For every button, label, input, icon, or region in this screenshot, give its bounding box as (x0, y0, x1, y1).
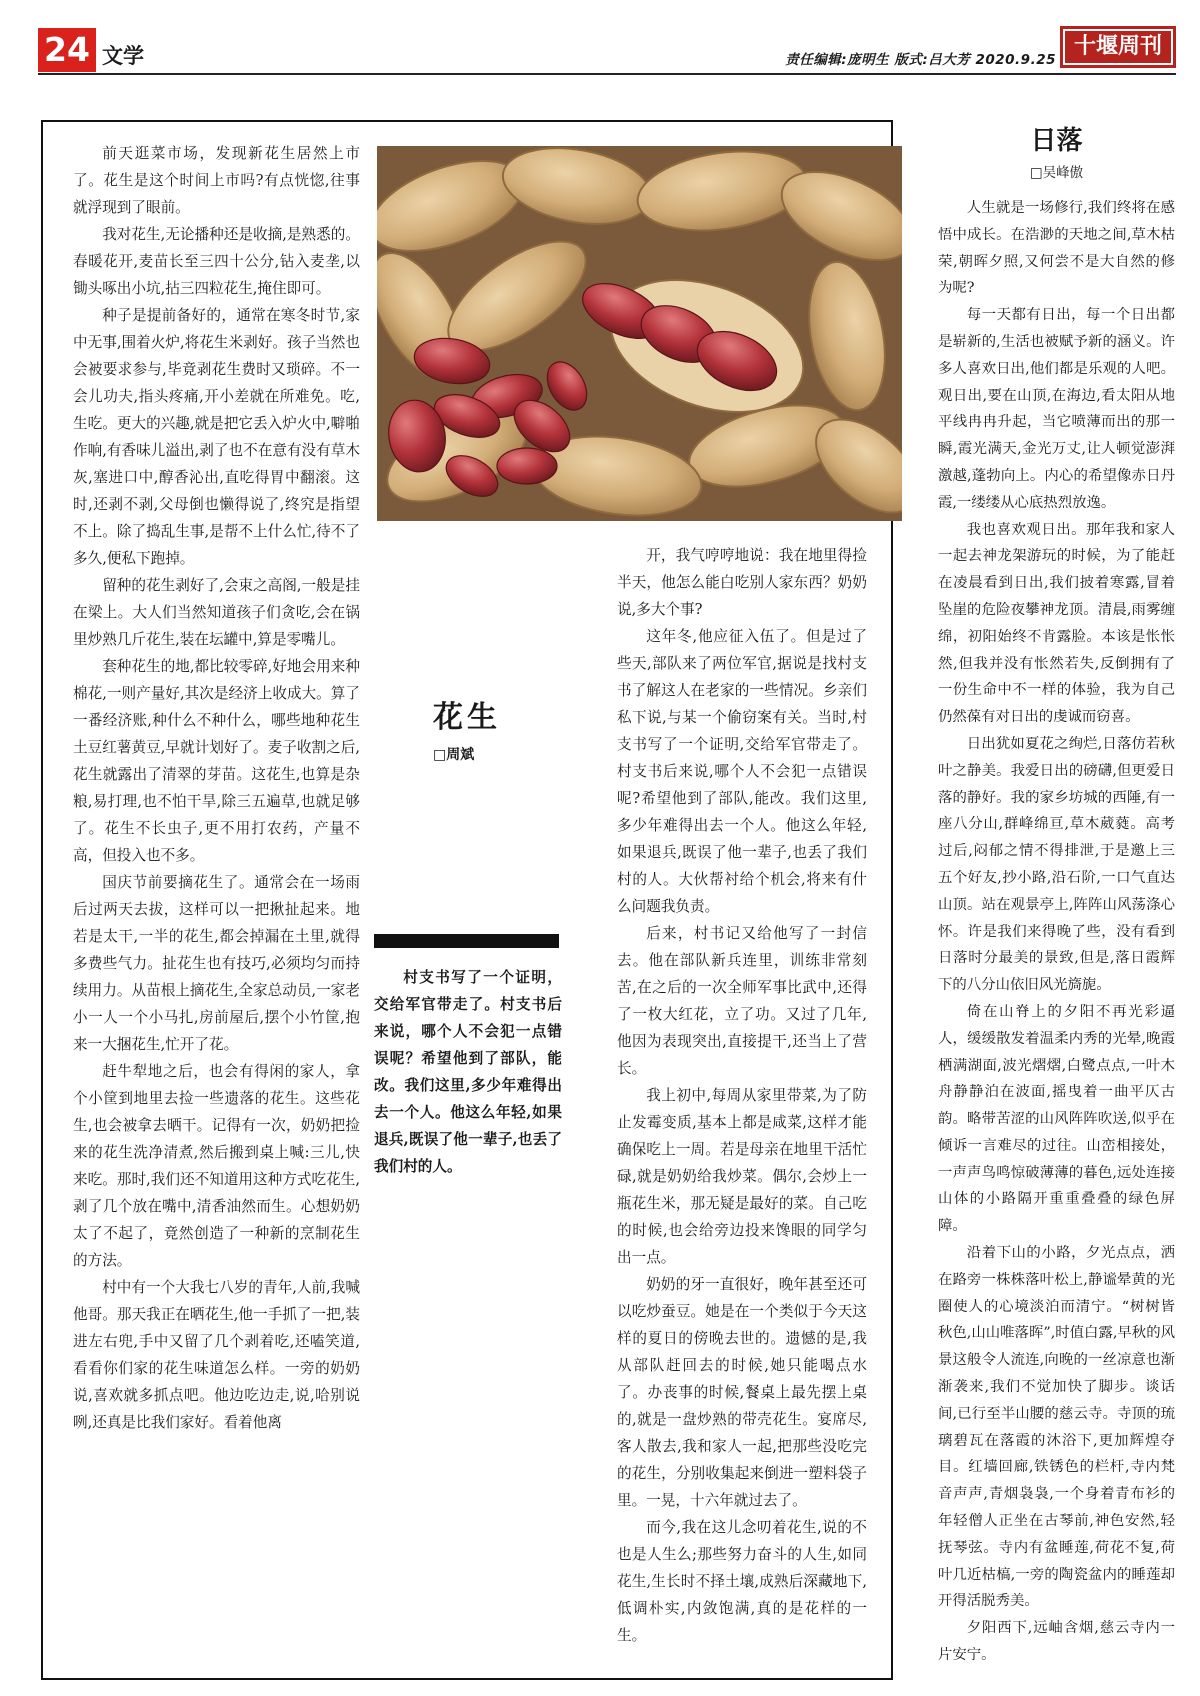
pull-quote (374, 964, 562, 1180)
feature-column-1 (73, 140, 360, 1436)
pull-quote-bar (374, 934, 559, 948)
feature-column-3 (617, 542, 867, 1649)
paragraph: 而今,我在这儿念叨着花生,说的不也是人生么;那些努力奋斗的人生,如同花生,生长时不择土壤,成熟后深藏地下,低调朴实,内敛饱满,真的是花样的一生。 (617, 1519, 867, 1644)
paragraph: 奶奶的牙一直很好，晚年甚至还可以吃炒蚕豆。她是在一个类似于今天这样的夏日的傍晚去世的。遗憾的是,我从部队赶回去的时候,她只能喝点水了。办丧事的时候,餐桌上最先摆上桌的,就是一盘炒熟的带壳花生。宴席尽,客人散去,我和家人一起,把那些没吃完的花生，分别收集起来倒进一塑料袋子里。一晃，十六年就过去了。 (617, 1276, 867, 1509)
pull-quote-text: 村支书写了一个证明，交给军官带走了。村支书后来说，哪个人不会犯一点错误呢？希望他到了部队，能改。我们这里,多少年难得出去一个人。他这么年轻,如果退兵,既误了他一辈子,也丢了我们村的人。 (374, 969, 562, 1175)
feature-byline: □周斌 (433, 747, 475, 763)
paragraph: 赶牛犁地之后，也会有得闲的家人，拿个小筐到地里去捡一些遗落的花生。这些花生,也会被拿去晒干。记得有一次，奶奶把捡来的花生洗净清煮,然后搬到桌上喊:三儿,快来吃。那时,我们还不知道用这种方式吃花生,剥了几个放在嘴中,清香油然而生。心想奶奶太了不起了，竟然创造了一种新的烹制花生的方法。 (73, 1063, 360, 1269)
paragraph: 倚在山脊上的夕阳不再光彩逼人，缓缓散发着温柔内秀的光晕,晚霞栖满湖面,波光熠熠,白鹭点点,一叶木舟静静泊在波面,摇曳着一曲平仄古韵。略带苦涩的山风阵阵吹送,似乎在倾诉一言难尽的过往。山峦相接处，一声声鸟鸣惊破薄薄的暮色,远处连接山体的小路隔开重重叠叠的绿色屏障。 (938, 1003, 1175, 1235)
masthead-logo: 十堰周刊 (1060, 26, 1176, 68)
paragraph: 日出犹如夏花之绚烂,日落仿若秋叶之静美。我爱日出的磅礴,但更爱日落的静好。我的家乡坊城的西陲,有一座八分山,群峰绵亘,草木葳蕤。高考过后,闷郁之情不得排泄,于是邀上三五个好友,抄小路,沿石阶,一口气直达山顶。站在观景亭上,阵阵山风荡涤心怀。许是我们来得晚了些，没有看到日落时分最美的景致,但是,落日霞辉下的八分山依旧风光旖旎。 (938, 735, 1175, 994)
page-number: 24 (38, 28, 96, 72)
side-article-body (938, 195, 1175, 1669)
header-rule (38, 73, 1176, 75)
peanuts-photo (377, 146, 902, 521)
section-title: 文学 (102, 44, 144, 68)
paragraph: 人生就是一场修行,我们终将在感悟中成长。在浩渺的天地之间,草木枯荣,朝晖夕照,又何尝不是大自然的修为呢? (938, 200, 1175, 297)
feature-article-box (41, 120, 893, 1680)
paragraph: 我对花生,无论播种还是收摘,是熟悉的。春暖花开,麦苗长至三四十公分,钻入麦垄,以锄头啄出小坑,拈三四粒花生,掩住即可。 (73, 226, 360, 297)
paragraph: 种子是提前备好的，通常在寒冬时节,家中无事,围着火炉,将花生米剥好。孩子当然也会被要求参与,毕竟剥花生费时又琐碎。不一会儿功夫,指头疼痛,开小差就在所难免。吃,生吃。更大的兴趣,就是把它丢入炉火中,噼啪作响,有香味儿溢出,剥了也不在意有没有草木灰,塞进口中,醇香沁出,直吃得胃中翻滚。这时,还剥不剥,父母倒也懒得说了,终究是指望不上。除了捣乱生事,是帮不上什么忙,待不了多久,便私下跑掉。 (73, 307, 360, 567)
page-header (38, 26, 1176, 72)
paragraph: 留种的花生剥好了,会束之高阁,一般是挂在梁上。大人们当然知道孩子们贪吃,会在锅里炒熟几斤花生,装在坛罐中,算是零嘴儿。 (73, 577, 360, 648)
side-article (938, 120, 1175, 1669)
paragraph: 我也喜欢观日出。那年我和家人一起去神龙架游玩的时候，为了能赶在凌晨看到日出,我们披着寒露,冒着坠崖的危险夜攀神龙顶。清晨,雨雾缠绵，初阳始终不肯露脸。本该是怅怅然,但我并没有怅然若失,反倒拥有了一份生命中不一样的体验，我为自己仍然葆有对日出的虔诚而窃喜。 (938, 521, 1175, 726)
paragraph: 套种花生的地,都比较零碎,好地会用来种棉花,一则产量好,其次是经济上收成大。算了一番经济账,种什么不种什么，哪些地种花生土豆红薯黄豆,早就计划好了。麦子收割之后,花生就露出了清翠的芽苗。这花生,也算是杂粮,易打理,也不怕干旱,除三五遍草,也就足够了。花生不长虫子,更不用打农药，产量不高，但投入也不多。 (73, 658, 360, 864)
paragraph: 这年冬,他应征入伍了。但是过了些天,部队来了两位军官,据说是找村支书了解这人在老家的一些情况。乡亲们私下说,与某一个偷窃案有关。当时,村支书写了一个证明,交给军官带走了。村支书后来说,哪个人不会犯一点错误呢?希望他到了部队,能改。我们这里,多少年难得出去一个人。他这么年轻,如果退兵,既误了他一辈子,也丢了我们村的人。大伙帮衬给个机会,将来有什么问题我负责。 (617, 628, 867, 915)
side-article-byline: □吴峰傲 (1029, 165, 1084, 181)
editor-credits: 责任编辑:庞明生 版式:吕大芳 2020.9.25 (785, 52, 1056, 68)
feature-title: 花生 (433, 700, 501, 735)
paragraph: 前天逛菜市场，发现新花生居然上市了。花生是这个时间上市吗?有点恍惚,往事就浮现到了眼前。 (73, 145, 360, 216)
paragraph: 后来，村书记又给他写了一封信去。他在部队新兵连里，训练非常刻苦,在之后的一次全师军事比武中,还得了一枚大红花，立了功。又过了几年,他因为表现突出,直接提干,还当上了营长。 (617, 925, 867, 1077)
side-article-title: 日落 (1030, 126, 1083, 156)
feature-title-block (433, 692, 573, 764)
paragraph: 村中有一个大我七八岁的青年,人前,我喊他哥。那天我正在晒花生,他一手抓了一把,装进左右兜,手中又留了几个剥着吃,还嗑笑道,看看你们家的花生味道怎么样。一旁的奶奶说,喜欢就多抓点吧。他边吃边走,说,哈别说咧,还真是比我们家好。看着他离 (73, 1279, 360, 1431)
paragraph: 国庆节前要摘花生了。通常会在一场雨后过两天去拔，这样可以一把揪扯起来。地若是太干,一半的花生,都会掉漏在土里,就得多费些气力。扯花生也有技巧,必须均匀而持续用力。从苗根上摘花生,全家总动员,一家老小一人一个小马扎,房前屋后,摆个小竹筐,抱来一大捆花生,忙开了花。 (73, 874, 360, 1053)
paragraph: 夕阳西下,远岫含烟,慈云寺内一片安宁。 (938, 1620, 1175, 1664)
paragraph: 开，我气哼哼地说：我在地里得捡半天，他怎么能白吃别人家东西？奶奶说,多大个事? (617, 547, 867, 618)
paragraph: 每一天都有日出，每一个日出都是崭新的,生活也被赋予新的涵义。许多人喜欢日出,他们都是乐观的人吧。观日出,要在山顶,在海边,看太阳从地平线冉冉升起，当它喷薄而出的那一瞬,霞光满天,金光万丈,让人顿觉澎湃激越,蓬勃向上。内心的希望像赤日丹霞,一缕缕从心底热烈放逸。 (938, 307, 1175, 511)
paragraph: 我上初中,每周从家里带菜,为了防止发霉变质,基本上都是咸菜,这样才能确保吃上一周。若是母亲在地里干活忙碌,就是奶奶给我炒菜。偶尔,会炒上一瓶花生米，那无疑是最好的菜。自己吃的时候,也会给旁边投来馋眼的同学匀出一点。 (617, 1087, 867, 1266)
paragraph: 沿着下山的小路，夕光点点，洒在路旁一株株落叶松上,静谧晕黄的光圈使人的心境淡泊而清宁。“树树皆秋色,山山唯落晖”,时值白露,早秋的风景这般令人流连,向晚的一丝凉意也渐渐袭来,我们不觉加快了脚步。谈话间,已行至半山腰的慈云寺。寺顶的琉璃碧瓦在落霞的沐浴下,更加辉煌夺目。红墙回廊,铁锈色的栏杆,寺内梵音声声,青烟袅袅,一个身着青布衫的年轻僧人正坐在古琴前,神色安然,轻抚琴弦。寺内有盆睡莲,荷花不复,荷叶几近枯槁,一旁的陶瓷盆内的睡莲却开得活脱秀美。 (938, 1245, 1175, 1610)
